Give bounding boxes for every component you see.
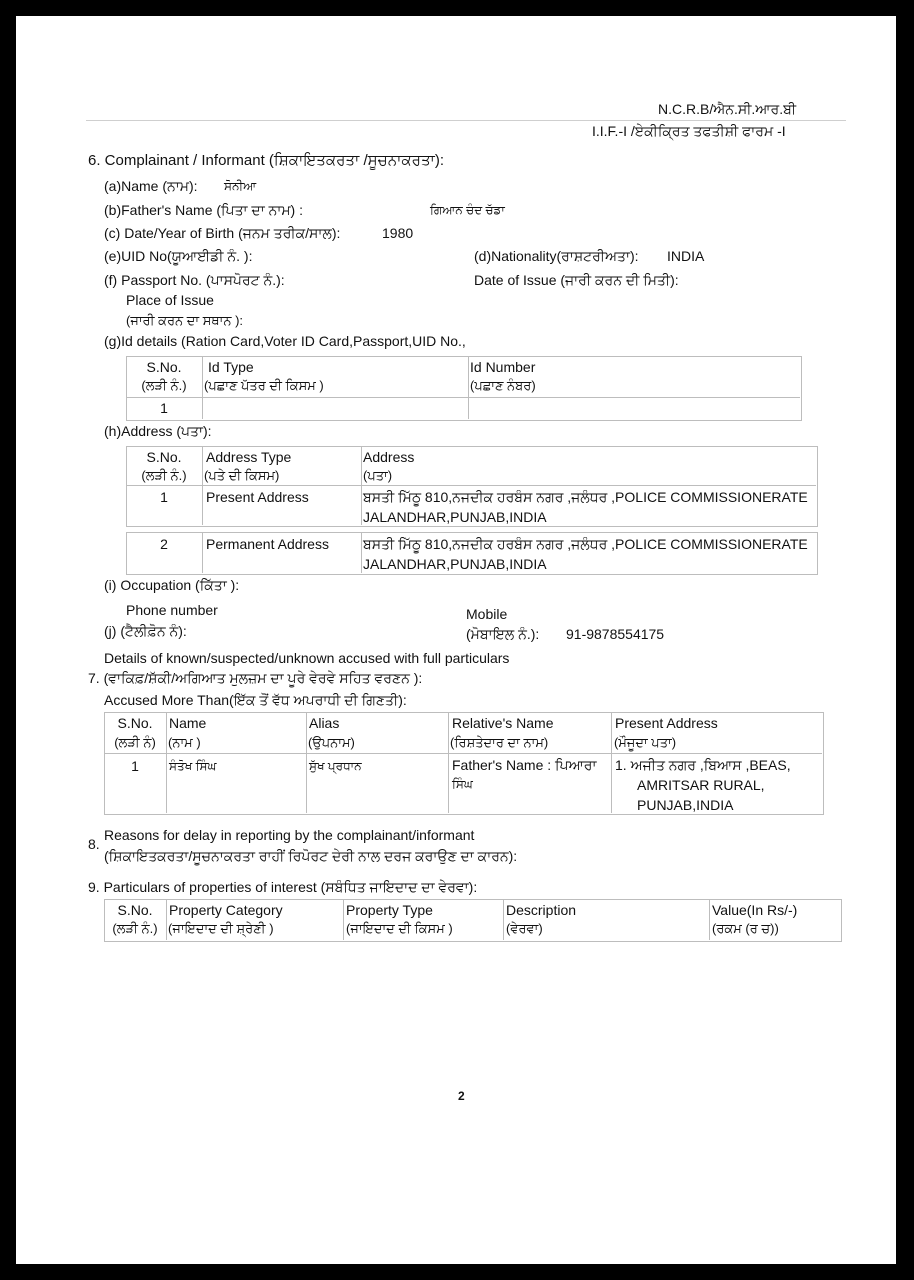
acc-th-alias: Alias: [309, 715, 340, 731]
acc-th-relative: Relative's Name: [452, 715, 554, 731]
place-of-issue-label-pa: (ਜਾਰੀ ਕਰਨ ਦਾ ਸਥਾਨ ):: [126, 313, 244, 328]
acc-row-name: ਸੰਤੋਖ ਸਿੰਘ: [169, 759, 217, 773]
iif-header: I.I.F.-I /ਏਕੀਕ੍ਰਿਤ ਤਫਤੀਸ਼ੀ ਫਾਰਮ -I: [592, 123, 786, 139]
addr-row2-type: Permanent Address: [206, 536, 329, 552]
phone-label: Phone number: [126, 602, 218, 618]
acc-row-relative-1: Father's Name : ਪਿਆਰਾ: [452, 757, 597, 773]
section-9-title: 9. Particulars of properties of interest (ਸਬੰਧਿਤ ਜਾਇਦਾਦ ਦਾ ਵੇਰਵਾ):: [88, 879, 478, 895]
addr-row1-line2: JALANDHAR,PUNJAB,INDIA: [363, 509, 547, 525]
acc-th-alias-pa: (ਉਪਨਾਮ): [308, 735, 355, 750]
prop-th-value-pa: (ਰਕਮ (ਰ ਚ)): [712, 921, 779, 936]
dob-label: (c) Date/Year of Birth (ਜਨਮ ਤਰੀਕ/ਸਾਲ):: [104, 225, 341, 241]
passport-label: (f) Passport No. (ਪਾਸਪੋਰਟ ਨੰ.):: [104, 272, 285, 288]
acc-row-relative-2: ਸਿੰਘ: [452, 777, 473, 791]
id-th-sno: S.No.: [146, 359, 182, 375]
section-8-title: Reasons for delay in reporting by the complainant/informant: [104, 827, 475, 843]
nationality-label: (d)Nationality(ਰਾਸ਼ਟਰੀਅਤਾ):: [474, 248, 639, 264]
acc-th-relative-pa: (ਰਿਸ਼ਤੇਦਾਰ ਦਾ ਨਾਮ): [450, 735, 549, 750]
document-page: [16, 16, 896, 1264]
addr-row2-line1: ਬਸਤੀ ਮਿੱਠੂ 810,ਨਜਦੀਕ ਹਰਬੰਸ ਨਗਰ ,ਜਲੰਧਰ ,POLICE COMMISSIONERATE: [363, 536, 808, 552]
acc-row-address-3: PUNJAB,INDIA: [637, 797, 734, 813]
section-8-number: 8.: [88, 836, 100, 852]
mobile-label: Mobile: [466, 606, 508, 622]
dob-value: 1980: [382, 225, 414, 241]
addr-th-sno-pa: (ਲੜੀ ਨੰ.): [141, 468, 187, 483]
id-th-type-pa: (ਪਛਾਣ ਪੱਤਰ ਦੀ ਕਿਸਮ ): [204, 378, 324, 393]
prop-th-type: Property Type: [346, 902, 433, 918]
prop-th-value: Value(In Rs/-): [712, 902, 798, 918]
prop-th-description: Description: [506, 902, 577, 918]
addr-row1-type: Present Address: [206, 489, 309, 505]
id-th-sno-pa: (ਲੜੀ ਨੰ.): [141, 378, 187, 393]
acc-row-sno: 1: [131, 758, 139, 774]
addr-th-address-pa: (ਪਤਾ): [363, 468, 393, 483]
father-label: (b)Father's Name (ਪਿਤਾ ਦਾ ਨਾਮ) :: [104, 202, 303, 218]
header-rule: [86, 120, 846, 121]
id-details-label: (g)Id details (Ration Card,Voter ID Card,Passport,UID No.,: [104, 333, 466, 349]
mobile-label-pa: (ਮੋਬਾਇਲ ਨੰ.):: [466, 626, 540, 642]
acc-row-address-2: AMRITSAR RURAL,: [637, 777, 765, 793]
section-8-title-pa: (ਸ਼ਿਕਾਇਤਕਰਤਾ/ਸੂਚਨਾਕਰਤਾ ਰਾਹੀਂ ਰਿਪੋਰਟ ਦੇਰੀ ਨਾਲ ਦਰਜ ਕਰਾਉਣ ਦਾ ਕਾਰਨ):: [104, 848, 518, 864]
place-of-issue-label: Place of Issue: [126, 292, 214, 308]
acc-th-address-pa: (ਮੌਜੂਦਾ ਪਤਾ): [614, 735, 677, 750]
addr-th-sno: S.No.: [146, 449, 182, 465]
addr-row2-line2: JALANDHAR,PUNJAB,INDIA: [363, 556, 547, 572]
prop-th-category-pa: (ਜਾਇਦਾਦ ਦੀ ਸ਼੍ਰੇਣੀ ): [168, 921, 274, 936]
acc-th-address: Present Address: [615, 715, 718, 731]
accused-details-label: Details of known/suspected/unknown accused with full particulars: [104, 650, 510, 666]
acc-row-address-1: 1. ਅਜੀਤ ਨਗਰ ,ਬਿਆਸ ,BEAS,: [615, 757, 791, 773]
father-value: ਗਿਆਨ ਚੰਦ ਚੱਡਾ: [430, 203, 505, 217]
date-of-issue-label: Date of Issue (ਜਾਰੀ ਕਰਨ ਦੀ ਮਿਤੀ):: [474, 272, 679, 288]
mobile-value: 91-9878554175: [566, 626, 665, 642]
addr-th-type-pa: (ਪਤੇ ਦੀ ਕਿਸਮ): [204, 468, 280, 483]
addr-row1-line1: ਬਸਤੀ ਮਿੱਠੂ 810,ਨਜਦੀਕ ਹਰਬੰਸ ਨਗਰ ,ਜਲੰਧਰ ,POLICE COMMISSIONERATE: [363, 489, 808, 505]
nationality-value: INDIA: [667, 248, 705, 264]
uid-label: (e)UID No(ਯੂਆਈਡੀ ਨੰ. ):: [104, 248, 253, 264]
id-th-number: Id Number: [470, 359, 536, 375]
section-7-title: 7. (ਵਾਕਿਫ਼/ਸ਼ੱਕੀ/ਅਗਿਆਤ ਮੁਲਜ਼ਮ ਦਾ ਪੂਰੇ ਵੇਰਵੇ ਸਹਿਤ ਵਰਣਨ ):: [88, 670, 423, 686]
id-th-number-pa: (ਪਛਾਣ ਨੰਬਰ): [470, 378, 536, 393]
acc-th-sno: S.No.: [117, 715, 153, 731]
prop-th-type-pa: (ਜਾਇਦਾਦ ਦੀ ਕਿਸਮ ): [346, 921, 453, 936]
acc-th-name: Name: [169, 715, 207, 731]
section-6-title: 6. Complainant / Informant (ਸ਼ਿਕਾਇਤਕਰਤਾ /ਸੂਚਨਾਕਰਤਾ):: [88, 152, 444, 169]
addr-row1-sno: 1: [160, 489, 168, 505]
acc-th-sno-pa: (ਲੜੀ ਨੰ): [114, 735, 156, 750]
id-th-type: Id Type: [208, 359, 254, 375]
occupation-label: (i) Occupation (ਕਿੱਤਾ ):: [104, 577, 240, 593]
accused-more-than-label: Accused More Than(ਇੱਕ ਤੋਂ ਵੱਧ ਅਪਰਾਧੀ ਦੀ ਗਿਣਤੀ):: [104, 692, 407, 708]
phone-label-pa: (j) (ਟੈਲੀਫ਼ੋਨ ਨੰ):: [104, 623, 187, 639]
acc-row-alias: ਸੁੱਖ ਪ੍ਰਧਾਨ: [309, 759, 362, 773]
page-number: 2: [458, 1089, 465, 1103]
prop-th-description-pa: (ਵੇਰਵਾ): [506, 921, 543, 936]
addr-row2-sno: 2: [160, 536, 168, 552]
prop-th-sno-pa: (ਲੜੀ ਨੰ.): [112, 921, 158, 936]
acc-th-name-pa: (ਨਾਮ ): [168, 735, 201, 750]
ncrb-header: N.C.R.B/ਐਨ.ਸੀ.ਆਰ.ਬੀ: [658, 101, 797, 117]
address-label: (h)Address (ਪਤਾ):: [104, 423, 212, 439]
name-label: (a)Name (ਨਾਮ):: [104, 178, 198, 194]
prop-th-category: Property Category: [169, 902, 283, 918]
addr-th-address: Address: [363, 449, 415, 465]
id-row-sno: 1: [160, 400, 168, 416]
name-value: ਸੋਨੀਆ: [224, 179, 257, 193]
addr-th-type: Address Type: [206, 449, 292, 465]
prop-th-sno: S.No.: [117, 902, 153, 918]
